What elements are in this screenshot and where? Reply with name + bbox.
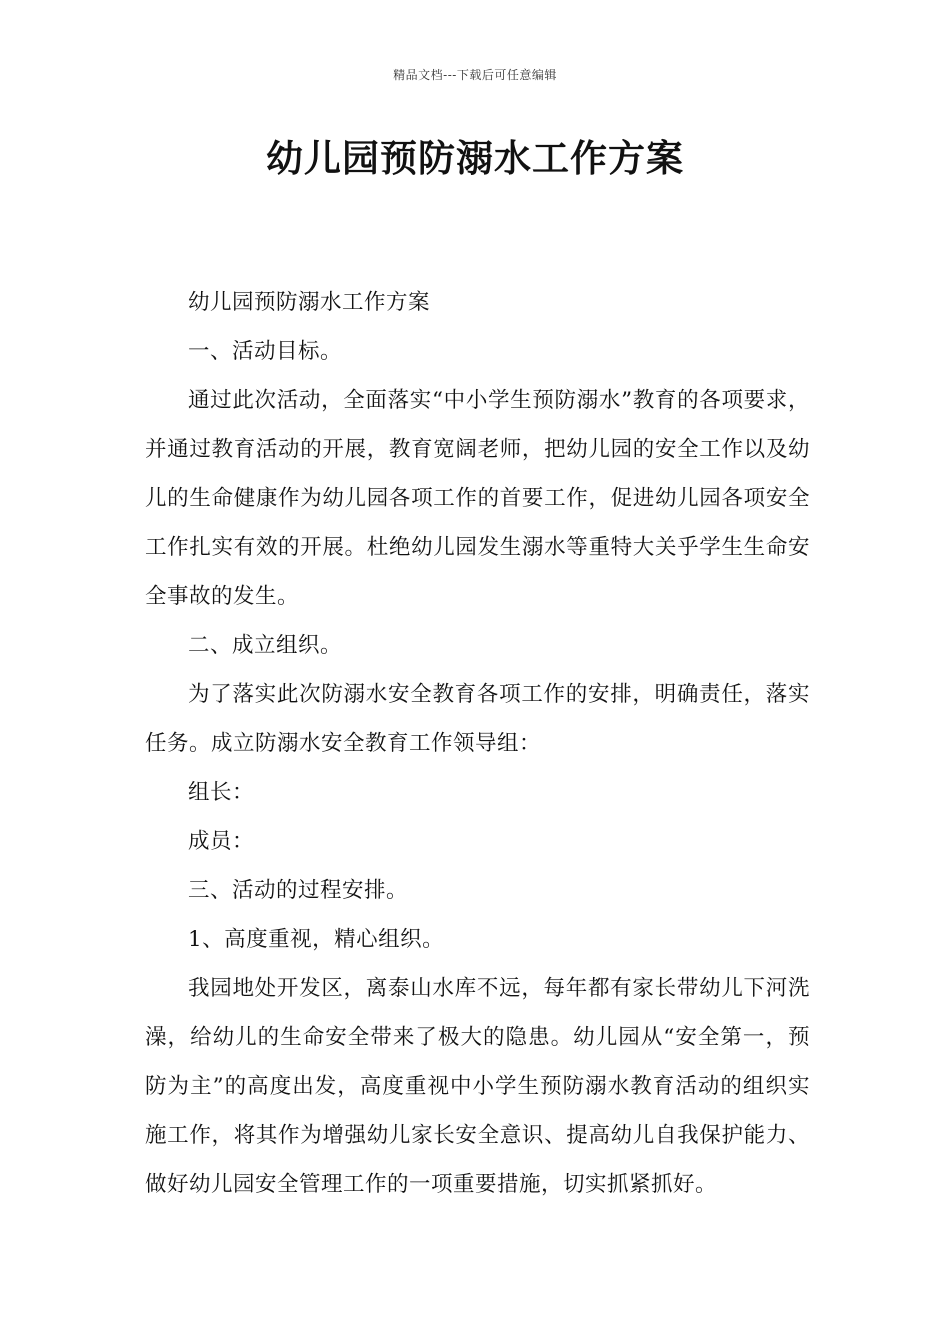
paragraph-subheading-attention: 1、高度重视，精心组织。	[188, 927, 445, 952]
paragraph-heading-goal: 一、活动目标。	[188, 339, 343, 364]
paragraph-goal-text: 通过此次活动，全面落实“中小学生预防溺水”教育的各项要求，并通过教育活动的开展，教育宽阔老师，把幼儿园的安全工作以及幼儿的生命健康作为幼儿园各项工作的首要工作，促进幼儿园各项安全工作扎实有效的开展。杜绝幼儿园发生溺水等重特大关乎学生生命安全事故的发生。	[145, 388, 810, 609]
paragraph-process-text: 我园地处开发区，离泰山水库不远，每年都有家长带幼儿下河洗澡，给幼儿的生命安全带来了极大的隐患。幼儿园从“安全第一，预防为主”的高度出发，高度重视中小学生预防溺水教育活动的组织实施工作，将其作为增强幼儿家长安全意识、提高幼儿自我保护能力、做好幼儿园安全管理工作的一项重要措施，切实抓紧抓好。	[145, 976, 810, 1197]
document-body	[145, 278, 810, 1209]
paragraph-organization-text: 为了落实此次防溺水安全教育各项工作的安排，明确责任，落实任务。成立防溺水安全教育工作领导组：	[145, 682, 810, 756]
paragraph-subtitle: 幼儿园预防溺水工作方案	[188, 290, 431, 315]
paragraph-heading-process: 三、活动的过程安排。	[188, 878, 409, 903]
paragraph-heading-organization: 二、成立组织。	[188, 633, 343, 658]
paragraph-members: 成员：	[188, 829, 255, 854]
header-note: 精品文档---下载后可任意编辑	[393, 68, 557, 82]
document-title: 幼儿园预防溺水工作方案	[266, 137, 684, 180]
paragraph-leader: 组长：	[188, 780, 255, 805]
